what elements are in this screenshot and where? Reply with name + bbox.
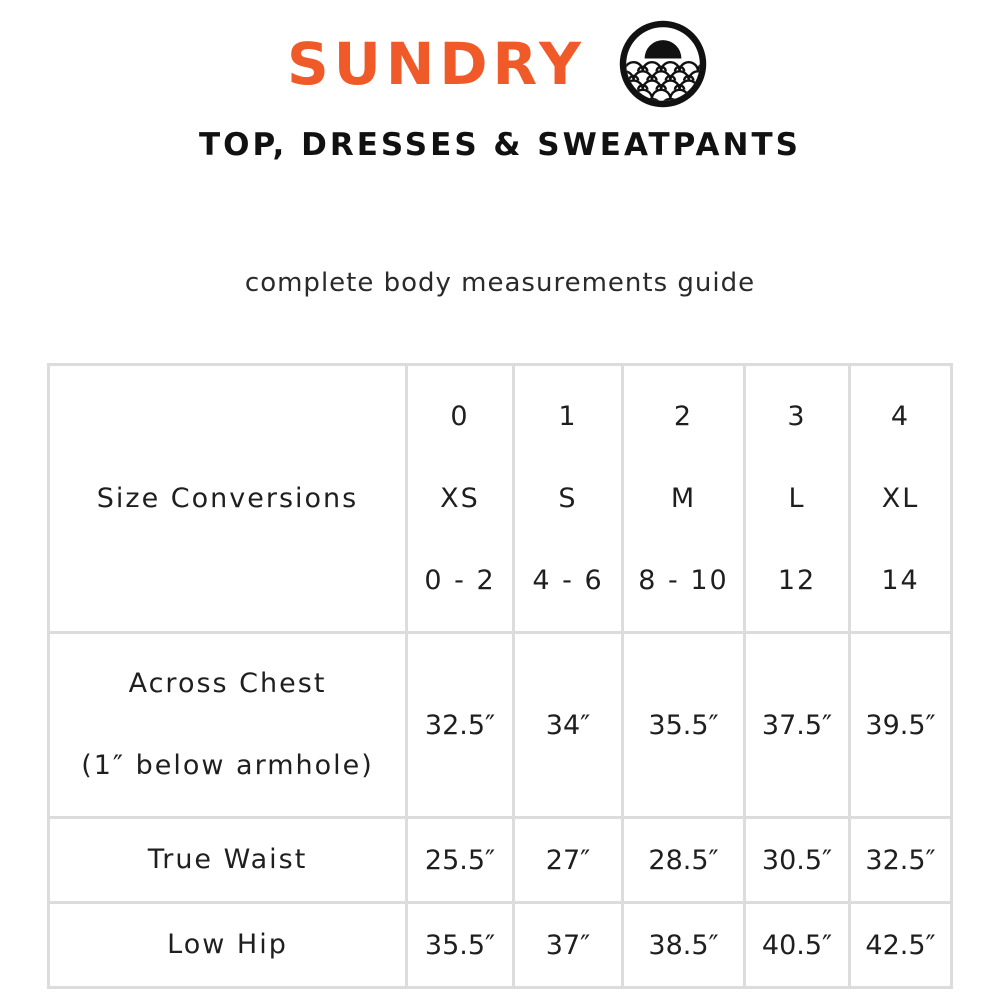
size-chart-table bbox=[47, 363, 953, 989]
size-number: 4 bbox=[890, 400, 911, 432]
size-conversions-label: Size Conversions bbox=[96, 482, 359, 514]
size-column-2 bbox=[623, 365, 745, 633]
table-cell: 39.5″ bbox=[850, 633, 952, 818]
size-letter: XS bbox=[440, 482, 480, 514]
across-chest-label: Across Chest bbox=[128, 668, 327, 699]
row-label-size-conversions bbox=[49, 365, 407, 633]
low-hip-label: Low Hip bbox=[167, 929, 288, 960]
sun-over-waves-icon bbox=[617, 18, 709, 110]
page-subtitle: complete body measurements guide bbox=[244, 268, 756, 298]
table-cell: 25.5″ bbox=[407, 818, 514, 903]
size-column-0 bbox=[407, 365, 514, 633]
table-cell: 28.5″ bbox=[623, 818, 745, 903]
size-letter: S bbox=[558, 482, 578, 514]
table-cell: 27″ bbox=[514, 818, 623, 903]
row-label-low-hip bbox=[49, 903, 407, 988]
size-number: 3 bbox=[787, 400, 807, 432]
true-waist-label: True Waist bbox=[147, 844, 308, 875]
size-number: 0 bbox=[450, 400, 470, 432]
row-label-across-chest bbox=[49, 633, 407, 818]
size-column-3 bbox=[745, 365, 850, 633]
size-range: 0 - 2 bbox=[424, 564, 496, 596]
size-column-1 bbox=[514, 365, 623, 633]
table-cell: 35.5″ bbox=[623, 633, 745, 818]
size-number: 2 bbox=[673, 400, 694, 432]
size-number: 1 bbox=[558, 400, 578, 432]
table-cell: 42.5″ bbox=[850, 903, 952, 988]
size-conversion-row bbox=[49, 365, 952, 633]
brand-header bbox=[0, 18, 1000, 110]
brand-name: SUNDRY bbox=[287, 30, 587, 98]
true-waist-row bbox=[49, 818, 952, 903]
across-chest-row bbox=[49, 633, 952, 818]
size-letter: L bbox=[788, 482, 806, 514]
across-chest-note: (1″ below armhole) bbox=[81, 750, 374, 781]
table-cell: 37″ bbox=[514, 903, 623, 988]
table-cell: 40.5″ bbox=[745, 903, 850, 988]
size-column-4 bbox=[850, 365, 952, 633]
size-range: 8 - 10 bbox=[638, 564, 729, 596]
table-cell: 38.5″ bbox=[623, 903, 745, 988]
size-range: 4 - 6 bbox=[532, 564, 604, 596]
size-letter: XL bbox=[881, 482, 920, 514]
table-cell: 34″ bbox=[514, 633, 623, 818]
table-cell: 35.5″ bbox=[407, 903, 514, 988]
low-hip-row bbox=[49, 903, 952, 988]
table-cell: 32.5″ bbox=[850, 818, 952, 903]
table-cell: 37.5″ bbox=[745, 633, 850, 818]
page-title: TOP, DRESSES & SWEATPANTS bbox=[199, 127, 801, 163]
size-range: 14 bbox=[881, 564, 920, 596]
table-cell: 32.5″ bbox=[407, 633, 514, 818]
table-cell: 30.5″ bbox=[745, 818, 850, 903]
size-letter: M bbox=[670, 482, 697, 514]
size-range: 12 bbox=[777, 564, 817, 596]
row-label-true-waist bbox=[49, 818, 407, 903]
